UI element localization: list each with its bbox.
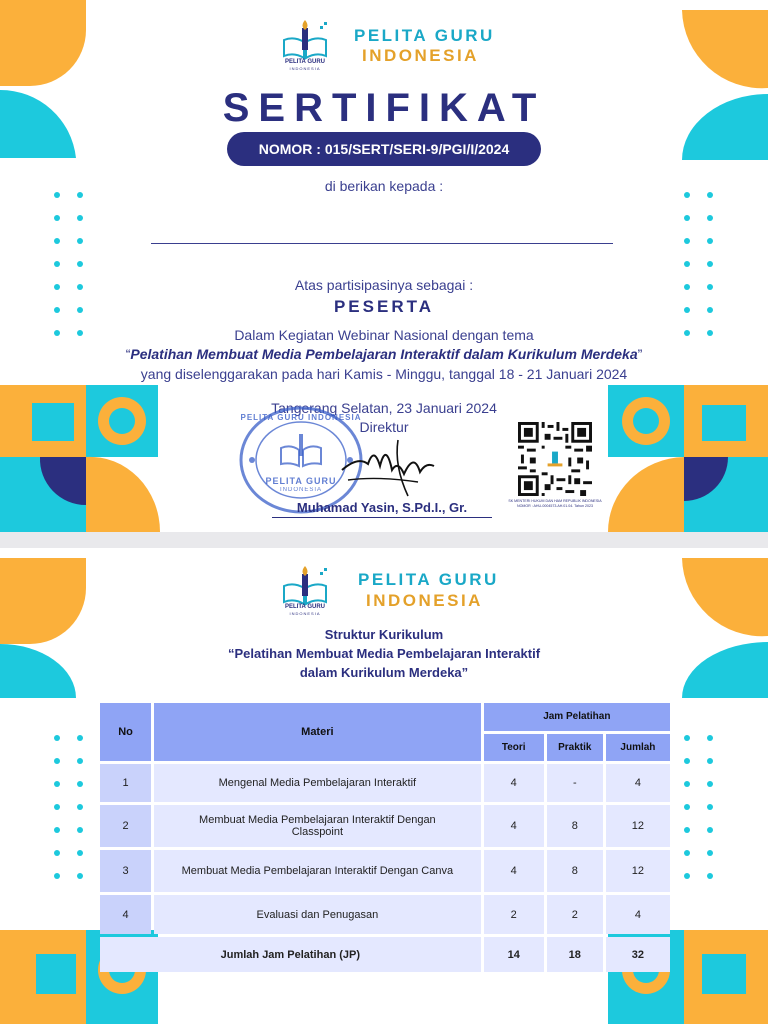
stamp-top-text: PELITA GURU INDONESIA (240, 413, 362, 422)
total-teori: 14 (484, 937, 544, 972)
signature-icon (338, 436, 438, 502)
row-no: 1 (100, 764, 151, 802)
signer-name: Muhamad Yasin, S.Pd.I., Gr. (296, 500, 468, 515)
place-date: Tangerang Selatan, 23 Januari 2024 (271, 400, 497, 416)
table-total-row (100, 937, 670, 972)
table-row (100, 764, 670, 802)
row-praktik: - (547, 764, 603, 802)
certificate-title: SERTIFIKAT (222, 86, 546, 130)
page2-logo-subcaption: INDONESIA (289, 611, 321, 616)
right-top-decoration (682, 10, 768, 160)
row-materi: Evaluasi dan Penugasan (154, 895, 481, 934)
row-no: 3 (100, 850, 151, 892)
stamp-sub-text: INDONESIA (279, 487, 322, 493)
left-bottom-decoration (0, 385, 160, 532)
curriculum-title-line1: “Pelatihan Membuat Media Pembelajaran Interaktif (227, 646, 541, 661)
curriculum-title-text-1: Pelatihan Membuat Media Pembelajaran Interaktif (234, 646, 541, 661)
row-materi: Membuat Media Pembelajaran Interaktif Dengan Canva (154, 850, 481, 892)
signer-position: Direktur (359, 419, 409, 435)
recipient-name-line (151, 243, 613, 244)
curriculum-heading: Struktur Kurikulum (324, 627, 444, 642)
total-praktik: 18 (547, 937, 603, 972)
page2-brand-name: PELITA GURU (358, 570, 499, 589)
row-no: 2 (100, 805, 151, 847)
stamp-bottom-text: PELITA GURU (265, 476, 337, 486)
header-praktik: Praktik (547, 734, 603, 762)
page2-brand-country: INDONESIA (366, 591, 483, 610)
row-praktik: 2 (547, 895, 603, 934)
brand-name: PELITA GURU (354, 26, 495, 45)
page2-logo-caption: PELITA GURU (285, 604, 325, 610)
header-jam-pelatihan: Jam Pelatihan (484, 703, 670, 731)
total-label: Jumlah Jam Pelatihan (JP) (100, 937, 481, 972)
right-bottom-decoration (608, 385, 768, 532)
curriculum-page (0, 548, 768, 1024)
row-jumlah: 12 (606, 805, 670, 847)
given-to-label: di berikan kepada : (324, 178, 444, 194)
logo-subcaption: INDONESIA (289, 66, 321, 71)
header-materi: Materi (154, 703, 481, 761)
header-jumlah: Jumlah (606, 734, 670, 762)
row-materi: Mengenal Media Pembelajaran Interaktif (154, 764, 481, 802)
row-jumlah: 4 (606, 764, 670, 802)
logo-caption: PELITA GURU (285, 59, 325, 65)
row-jumlah: 12 (606, 850, 670, 892)
event-theme-text: Pelatihan Membuat Media Pembelajaran Interaktif dalam Kurikulum Merdeka (130, 346, 638, 362)
table-row (100, 805, 670, 847)
row-teori: 2 (484, 895, 544, 934)
row-praktik: 8 (547, 805, 603, 847)
header-teori: Teori (484, 734, 544, 762)
curriculum-table (97, 700, 673, 975)
curriculum-title-text-2: dalam Kurikulum Merdeka (299, 665, 462, 680)
event-theme: “Pelatihan Membuat Media Pembelajaran Interaktif dalam Kurikulum Merdeka” (125, 346, 643, 362)
row-teori: 4 (484, 764, 544, 802)
table-header-row (100, 703, 670, 731)
page2-right-dot-pattern (684, 735, 713, 879)
header-no: No (100, 703, 151, 761)
brand-country: INDONESIA (362, 46, 479, 65)
table-row (100, 850, 670, 892)
total-jumlah: 32 (606, 937, 670, 972)
row-no: 4 (100, 895, 151, 934)
qr-code-icon (518, 422, 592, 496)
qr-legal-note-1: SK MENTERI HUKUM DAN HAM REPUBLIK INDONESIA (508, 499, 602, 503)
row-materi: Membuat Media Pembelajaran Interaktif Dengan Classpoint (154, 805, 481, 847)
signer-underline (272, 517, 492, 518)
row-teori: 4 (484, 805, 544, 847)
participation-label: Atas partisipasinya sebagai : (294, 277, 474, 293)
certificate-number-badge: NOMOR : 015/SERT/SERI-9/PGI/I/2024 (227, 132, 541, 166)
event-description: Dalam Kegiatan Webinar Nasional dengan tema (234, 327, 534, 343)
row-teori: 4 (484, 850, 544, 892)
role-label: PESERTA (333, 297, 435, 316)
row-jumlah: 4 (606, 895, 670, 934)
left-top-decoration (0, 0, 86, 160)
row-praktik: 8 (547, 850, 603, 892)
page2-left-dot-pattern (54, 735, 83, 879)
table-row (100, 895, 670, 934)
qr-legal-note-2: NOMOR : AHU-0004573.AH.01.04. Tahun 2023 (516, 504, 594, 508)
event-schedule: yang diselenggarakan pada hari Kamis - Minggu, tanggal 18 - 21 Januari 2024 (140, 366, 628, 382)
curriculum-title-line2: dalam Kurikulum Merdeka” (299, 665, 469, 680)
